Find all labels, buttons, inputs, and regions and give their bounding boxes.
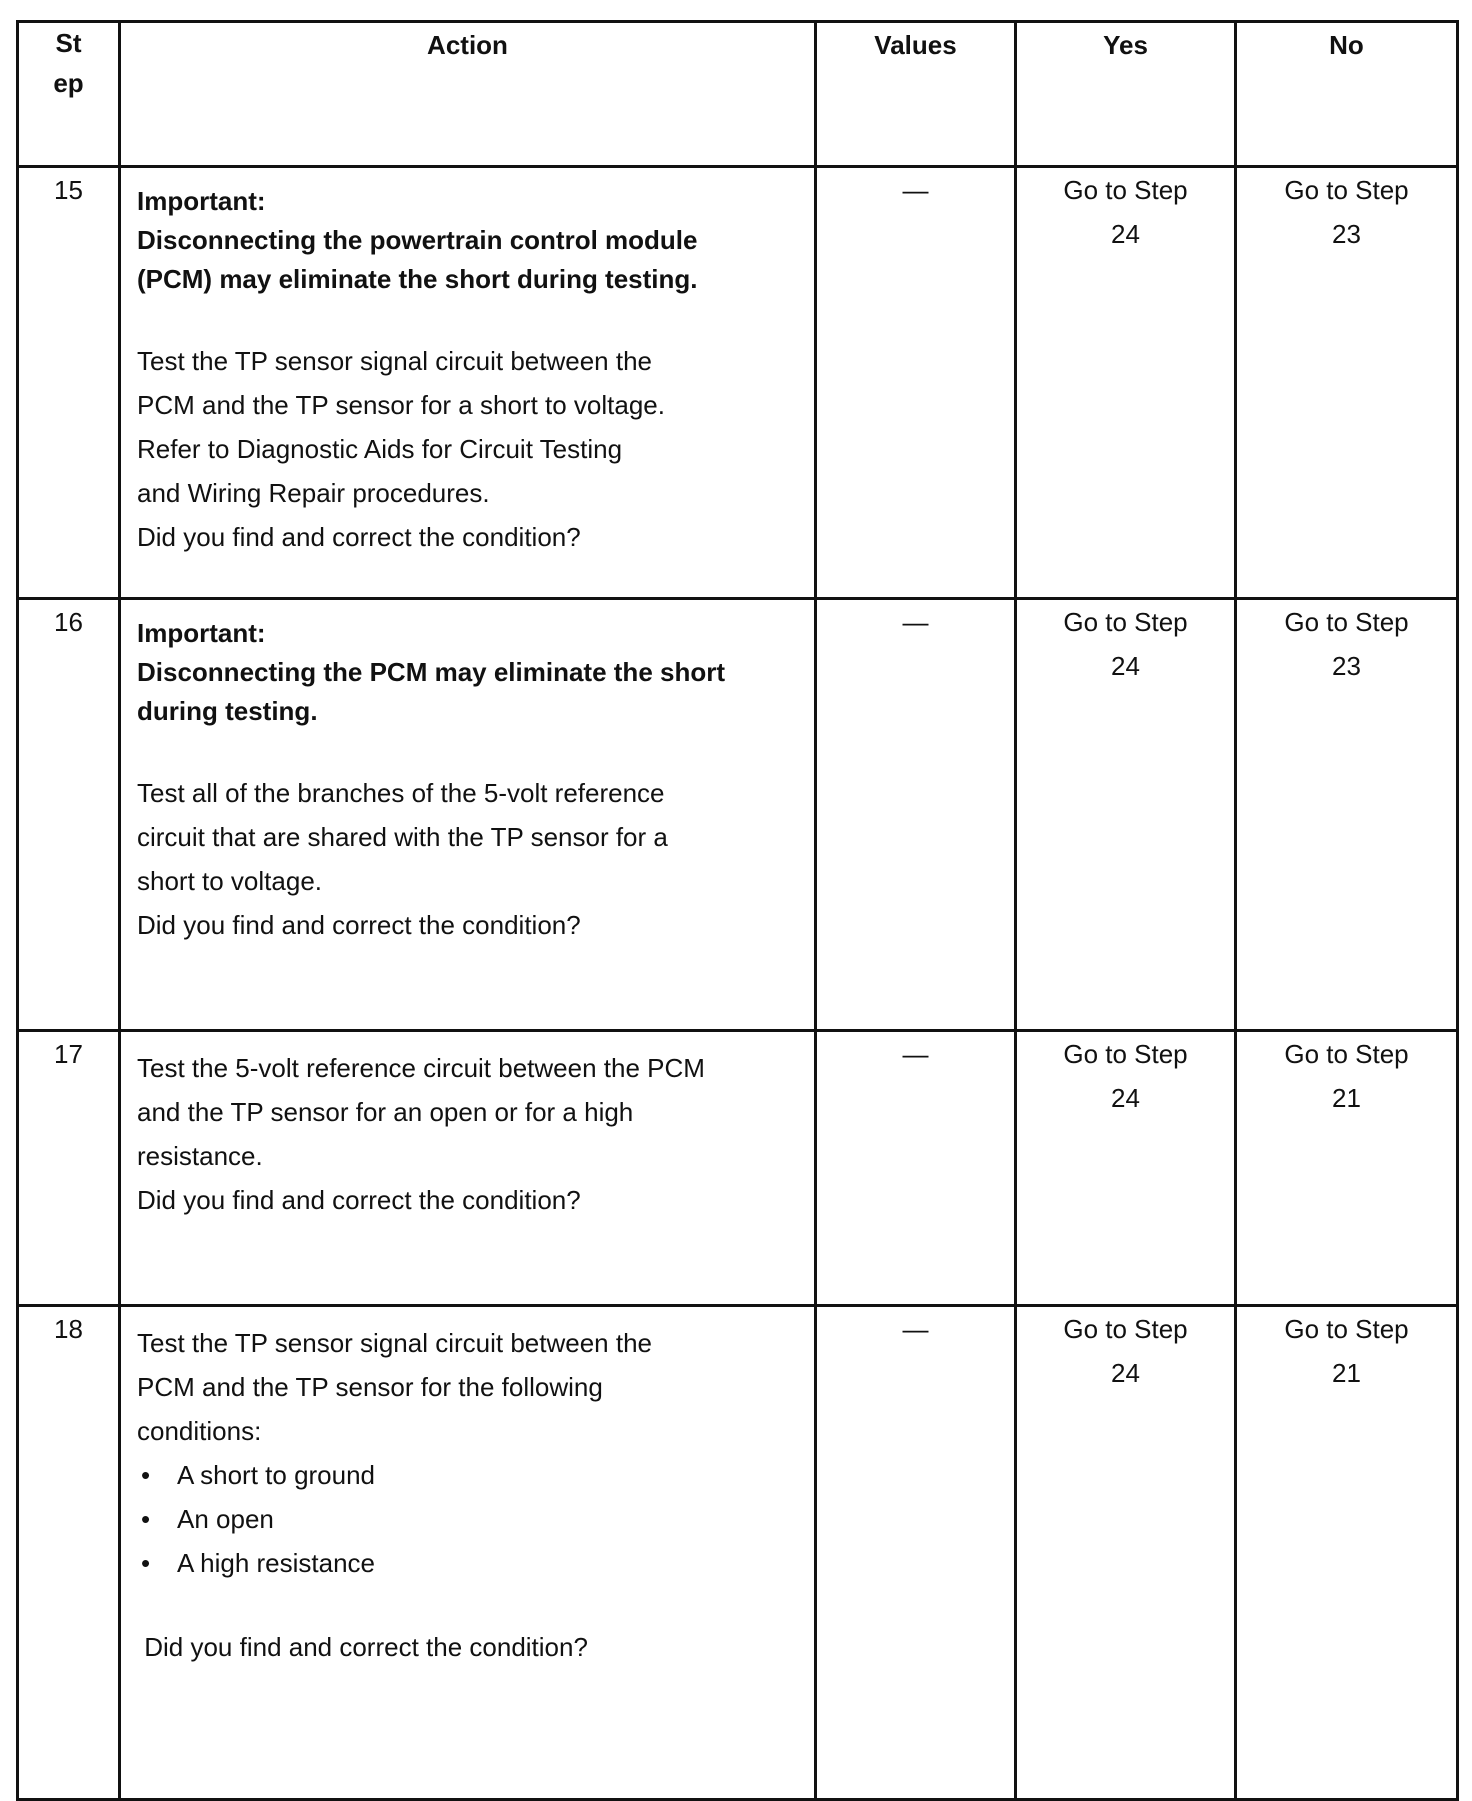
action-line: circuit that are shared with the TP sensor for a [137,822,668,852]
action-cell [120,1031,816,1306]
header-step: St ep [18,22,120,167]
action-line: and Wiring Repair procedures. [137,478,490,508]
yes-cell: Go to Step 24 [1016,1306,1236,1800]
table-row-step-15 [18,167,1458,599]
action-question: Did you find and correct the condition? [137,1632,588,1662]
important-text: during testing. [137,696,318,726]
table-row-step-18 [18,1306,1458,1800]
action-line: and the TP sensor for an open or for a high [137,1097,634,1127]
important-text: Disconnecting the PCM may eliminate the short [137,657,725,687]
action-cell [120,167,816,599]
action-question: Did you find and correct the condition? [137,1185,581,1215]
important-label: Important: [137,186,266,216]
action-cell [120,599,816,1031]
action-line: Test all of the branches of the 5-volt reference [137,778,665,808]
action-question: Did you find and correct the condition? [137,910,581,940]
list-item: • A short to ground [137,1453,798,1497]
action-line: PCM and the TP sensor for a short to voltage. [137,390,665,420]
values-cell: — [816,1306,1016,1800]
no-cell: Go to Step 21 [1236,1031,1458,1306]
important-text: (PCM) may eliminate the short during testing. [137,264,698,294]
action-line: Test the TP sensor signal circuit between the [137,1328,652,1358]
action-line: Refer to Diagnostic Aids for Circuit Testing [137,434,623,464]
values-cell: — [816,599,1016,1031]
important-text: Disconnecting the powertrain control module [137,225,698,255]
action-line: Test the 5-volt reference circuit between the PCM [137,1053,705,1083]
yes-cell: Go to Step 24 [1016,1031,1236,1306]
header-row [18,22,1458,167]
action-line: short to voltage. [137,866,322,896]
diagnostic-steps-table [16,20,1459,1801]
step-number: 15 [18,167,120,599]
header-no: No [1236,22,1458,167]
header-yes: Yes [1016,22,1236,167]
header-values: Values [816,22,1016,167]
action-line: conditions: [137,1416,262,1446]
action-line: resistance. [137,1141,263,1171]
yes-cell: Go to Step 24 [1016,167,1236,599]
no-cell: Go to Step 23 [1236,167,1458,599]
values-cell: — [816,167,1016,599]
step-number: 17 [18,1031,120,1306]
table-row-step-16 [18,599,1458,1031]
condition-list [137,1453,798,1585]
action-cell [120,1306,816,1800]
yes-cell: Go to Step 24 [1016,599,1236,1031]
step-number: 18 [18,1306,120,1800]
step-number: 16 [18,599,120,1031]
action-question: Did you find and correct the condition? [137,522,581,552]
important-label: Important: [137,618,266,648]
no-cell: Go to Step 23 [1236,599,1458,1031]
action-line: Test the TP sensor signal circuit between the [137,346,652,376]
no-cell: Go to Step 21 [1236,1306,1458,1800]
values-cell: — [816,1031,1016,1306]
list-item: • A high resistance [137,1541,798,1585]
action-line: PCM and the TP sensor for the following [137,1372,603,1402]
list-item: • An open [137,1497,798,1541]
header-action: Action [120,22,816,167]
table-row-step-17 [18,1031,1458,1306]
